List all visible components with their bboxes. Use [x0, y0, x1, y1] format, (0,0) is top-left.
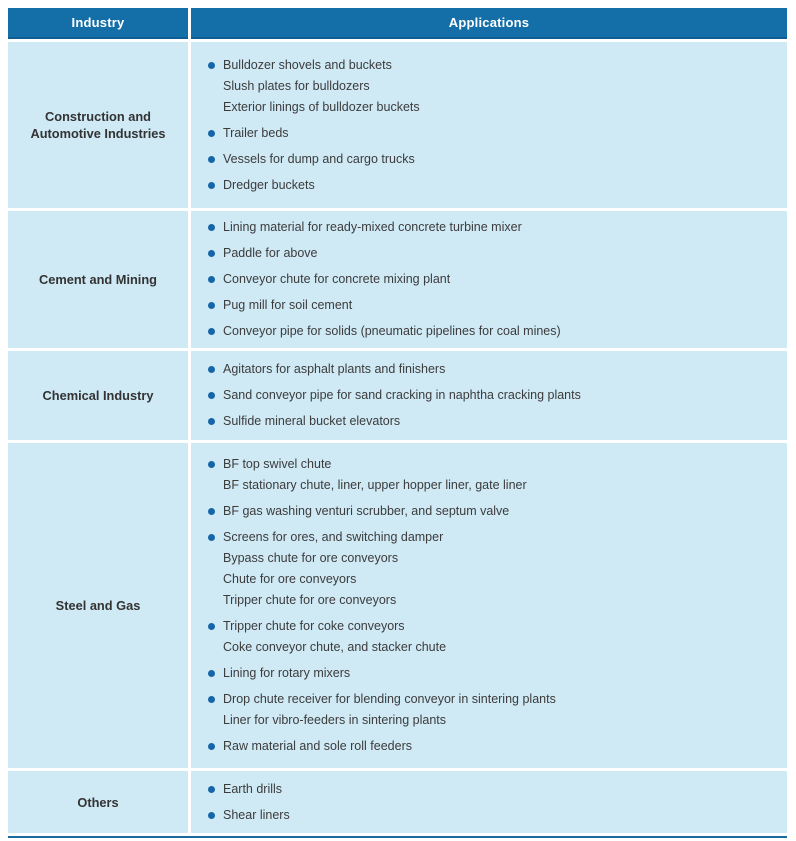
application-group	[208, 55, 777, 118]
application-line	[208, 359, 777, 380]
application-line	[208, 637, 777, 658]
application-line	[208, 548, 777, 569]
table-row	[8, 351, 787, 440]
application-group	[208, 243, 777, 264]
circle-bullet-icon	[208, 224, 223, 231]
application-group	[208, 527, 777, 611]
application-item-text: BF gas washing venturi scrubber, and septum valve	[223, 504, 510, 518]
industry-cell: Steel and Gas	[8, 443, 188, 768]
application-item-text: Tripper chute for coke conveyors	[223, 619, 405, 633]
circle-bullet-icon	[208, 276, 215, 283]
circle-bullet-icon	[208, 156, 223, 163]
application-item-text: Bypass chute for ore conveyors	[223, 551, 399, 565]
application-item-text: Conveyor chute for concrete mixing plant	[223, 272, 451, 286]
application-line	[208, 149, 777, 170]
circle-bullet-icon	[208, 508, 215, 515]
application-line	[208, 689, 777, 710]
circle-bullet-icon	[208, 623, 223, 630]
application-item-text: Drop chute receiver for blending conveyor in sintering plants	[223, 692, 556, 706]
application-line	[208, 217, 777, 238]
industry-applications-table	[8, 8, 787, 838]
industry-cell: Cement and Mining	[8, 211, 188, 348]
application-group	[208, 663, 777, 684]
applications-cell	[191, 771, 787, 833]
industry-cell: Others	[8, 771, 188, 833]
circle-bullet-icon	[208, 130, 215, 137]
application-line	[208, 779, 777, 800]
application-item-text: Pug mill for soil cement	[223, 298, 353, 312]
table-bottom-rule	[8, 836, 787, 838]
circle-bullet-icon	[208, 366, 223, 373]
circle-bullet-icon	[208, 366, 215, 373]
application-line	[208, 295, 777, 316]
application-group	[208, 385, 777, 406]
application-line	[208, 123, 777, 144]
application-line	[208, 710, 777, 731]
circle-bullet-icon	[208, 786, 215, 793]
circle-bullet-icon	[208, 224, 215, 231]
application-group	[208, 454, 777, 496]
application-line	[208, 475, 777, 496]
application-line	[208, 590, 777, 611]
circle-bullet-icon	[208, 302, 215, 309]
circle-bullet-icon	[208, 182, 215, 189]
circle-bullet-icon	[208, 62, 215, 69]
application-line	[208, 616, 777, 637]
industry-cell: Chemical Industry	[8, 351, 188, 440]
application-item-text: Sand conveyor pipe for sand cracking in naphtha cracking plants	[223, 388, 581, 402]
application-group	[208, 175, 777, 196]
application-item-text: Conveyor pipe for solids (pneumatic pipelines for coal mines)	[223, 324, 561, 338]
application-item-text: Slush plates for bulldozers	[223, 78, 370, 93]
application-group	[208, 779, 777, 800]
circle-bullet-icon	[208, 250, 223, 257]
application-line	[208, 501, 777, 522]
application-item-text: BF top swivel chute	[223, 457, 332, 471]
circle-bullet-icon	[208, 786, 223, 793]
application-item-text: BF stationary chute, liner, upper hopper liner, gate liner	[223, 478, 527, 492]
application-group	[208, 501, 777, 522]
circle-bullet-icon	[208, 743, 215, 750]
circle-bullet-icon	[208, 670, 215, 677]
application-line	[208, 55, 777, 76]
industry-cell: Construction and Automotive Industries	[8, 42, 188, 208]
circle-bullet-icon	[208, 418, 223, 425]
application-group	[208, 123, 777, 144]
column-header-applications: Applications	[191, 8, 787, 39]
application-line	[208, 736, 777, 757]
application-item-text: Liner for vibro-feeders in sintering plants	[223, 713, 447, 727]
application-group	[208, 736, 777, 757]
application-item-text: Raw material and sole roll feeders	[223, 739, 412, 753]
application-line	[208, 663, 777, 684]
applications-cell	[191, 443, 787, 768]
application-group	[208, 149, 777, 170]
application-item-text: Earth drills	[223, 781, 283, 796]
circle-bullet-icon	[208, 418, 215, 425]
table-row	[8, 211, 787, 348]
application-item-text: Dredger buckets	[223, 177, 315, 192]
application-group	[208, 689, 777, 731]
circle-bullet-icon	[208, 328, 215, 335]
application-group	[208, 616, 777, 658]
application-line	[208, 527, 777, 548]
application-item-text: Agitators for asphalt plants and finishers	[223, 362, 446, 376]
column-header-industry: Industry	[8, 8, 188, 39]
application-item-text: Lining material for ready-mixed concrete turbine mixer	[223, 220, 522, 234]
application-line	[208, 175, 777, 196]
circle-bullet-icon	[208, 534, 223, 541]
circle-bullet-icon	[208, 534, 215, 541]
application-item-text: Chute for ore conveyors	[223, 572, 357, 586]
table-row	[8, 771, 787, 833]
circle-bullet-icon	[208, 250, 215, 257]
application-line	[208, 805, 777, 826]
table-row	[8, 443, 787, 768]
circle-bullet-icon	[208, 328, 223, 335]
applications-cell	[191, 351, 787, 440]
circle-bullet-icon	[208, 182, 223, 189]
circle-bullet-icon	[208, 812, 223, 819]
application-group	[208, 805, 777, 826]
application-item-text: Trailer beds	[223, 125, 289, 140]
application-line	[208, 411, 777, 432]
application-group	[208, 321, 777, 342]
applications-cell	[191, 42, 787, 208]
application-line	[208, 243, 777, 264]
application-item-text: Coke conveyor chute, and stacker chute	[223, 640, 447, 654]
circle-bullet-icon	[208, 696, 215, 703]
circle-bullet-icon	[208, 670, 223, 677]
circle-bullet-icon	[208, 696, 223, 703]
circle-bullet-icon	[208, 276, 223, 283]
application-line	[208, 97, 777, 118]
circle-bullet-icon	[208, 392, 215, 399]
circle-bullet-icon	[208, 130, 223, 137]
application-line	[208, 76, 777, 97]
application-line	[208, 569, 777, 590]
circle-bullet-icon	[208, 743, 223, 750]
circle-bullet-icon	[208, 623, 215, 630]
application-line	[208, 454, 777, 475]
circle-bullet-icon	[208, 461, 215, 468]
circle-bullet-icon	[208, 392, 223, 399]
application-line	[208, 385, 777, 406]
application-group	[208, 269, 777, 290]
application-line	[208, 321, 777, 342]
application-line	[208, 269, 777, 290]
application-item-text: Screens for ores, and switching damper	[223, 530, 444, 544]
circle-bullet-icon	[208, 62, 223, 69]
circle-bullet-icon	[208, 508, 223, 515]
circle-bullet-icon	[208, 302, 223, 309]
application-group	[208, 411, 777, 432]
applications-cell	[191, 211, 787, 348]
table-body	[8, 39, 787, 833]
application-group	[208, 217, 777, 238]
application-group	[208, 359, 777, 380]
circle-bullet-icon	[208, 812, 215, 819]
application-item-text: Bulldozer shovels and buckets	[223, 57, 392, 72]
application-item-text: Shear liners	[223, 807, 290, 822]
application-item-text: Sulfide mineral bucket elevators	[223, 414, 401, 428]
application-item-text: Lining for rotary mixers	[223, 666, 351, 680]
circle-bullet-icon	[208, 156, 215, 163]
table-row	[8, 42, 787, 208]
application-item-text: Vessels for dump and cargo trucks	[223, 151, 415, 166]
circle-bullet-icon	[208, 461, 223, 468]
application-item-text: Exterior linings of bulldozer buckets	[223, 99, 420, 114]
application-group	[208, 295, 777, 316]
application-item-text: Tripper chute for ore conveyors	[223, 593, 397, 607]
application-item-text: Paddle for above	[223, 246, 318, 260]
table-header-row	[8, 8, 787, 39]
